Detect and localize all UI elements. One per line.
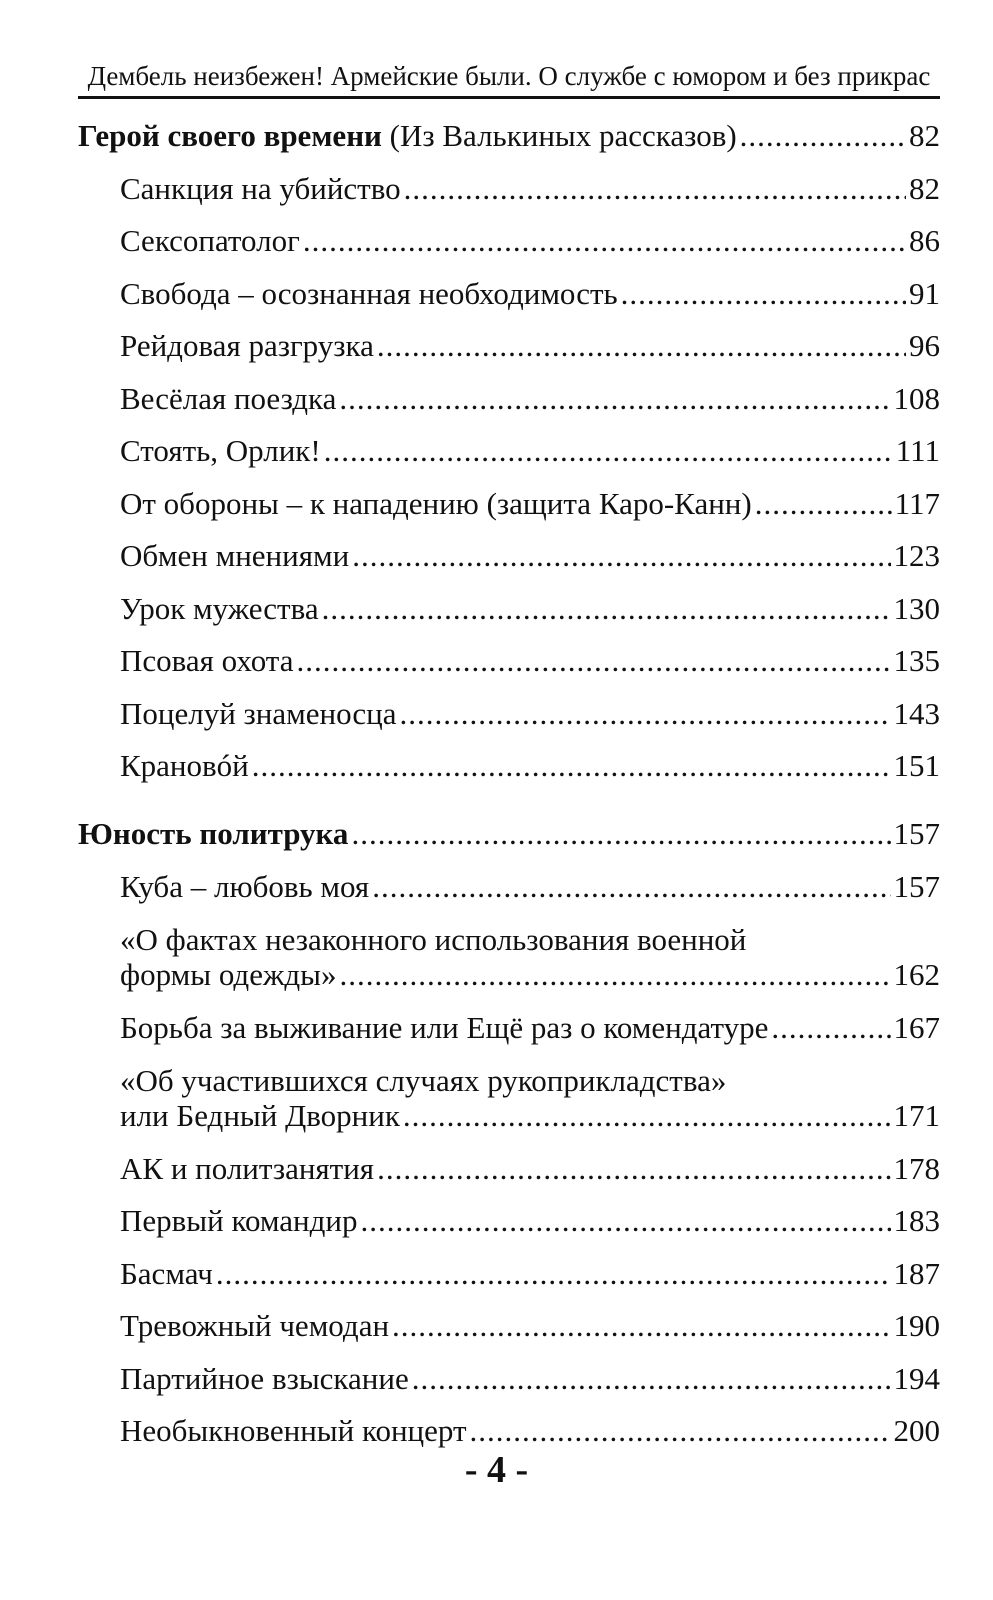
section-title-rest: (Из Валькиных рассказов): [381, 118, 737, 153]
toc-section-heading[interactable]: [78, 816, 940, 852]
toc-entry[interactable]: [120, 1256, 940, 1292]
entry-title: Урок мужества: [120, 591, 319, 626]
section-title-bold: Юность политрука: [78, 816, 349, 851]
toc-entry[interactable]: [120, 1010, 940, 1046]
dot-leader: [324, 433, 893, 469]
entry-title: Рейдовая разгрузка: [120, 328, 374, 363]
entry-title: Обмен мнениями: [120, 538, 350, 573]
dot-leader: [755, 486, 892, 522]
dot-leader: [403, 1098, 891, 1134]
page-number: 86: [909, 223, 940, 258]
entry-title: АК и политзанятия: [120, 1151, 375, 1186]
entry-title: Стоять, Орлик!: [120, 433, 321, 468]
entry-title: Поцелуй знаменосца: [120, 696, 397, 731]
toc-entry[interactable]: [120, 223, 940, 259]
dot-leader: [296, 643, 890, 679]
entry-title: Первый командир: [120, 1203, 358, 1238]
dot-leader: [216, 1256, 891, 1292]
page-number: 135: [893, 643, 940, 678]
page-number: 108: [893, 381, 940, 416]
toc-entry[interactable]: [120, 591, 940, 627]
entry-title: Басмач: [120, 1256, 213, 1291]
entry-title: Партийное взыскание: [120, 1361, 409, 1396]
page-number: 111: [895, 433, 940, 468]
toc-entry[interactable]: [120, 171, 940, 207]
dot-leader: [470, 1413, 891, 1449]
toc-entry[interactable]: [120, 869, 940, 905]
toc-entry[interactable]: [120, 276, 940, 312]
entry-title-first-line: «О фактах незаконного использования военной: [120, 922, 747, 957]
toc-entry[interactable]: [120, 696, 940, 732]
page-number: 187: [893, 1256, 940, 1291]
section-title-bold: Герой своего времени: [78, 118, 382, 153]
page-number: 82: [909, 118, 940, 153]
entry-title: Свобода – осознанная необходимость: [120, 276, 618, 311]
entry-title-first-line: «Об участившихся случаях рукоприкладства»: [120, 1063, 727, 1098]
entry-title: Необыкновенный концерт: [120, 1413, 467, 1448]
dot-leader: [351, 816, 890, 852]
page-number: 151: [893, 748, 940, 783]
toc-section-heading[interactable]: [78, 118, 940, 154]
toc-entry[interactable]: [120, 957, 940, 993]
entry-title: Псовая охота: [120, 643, 294, 678]
page-number: 167: [893, 1010, 940, 1045]
dot-leader: [339, 381, 890, 417]
dot-leader: [372, 869, 890, 905]
dot-leader: [339, 957, 890, 993]
dot-leader: [412, 1361, 891, 1397]
toc-entry[interactable]: [120, 381, 940, 417]
toc-entry[interactable]: [120, 748, 940, 784]
toc-entry[interactable]: [120, 538, 940, 574]
dot-leader: [303, 223, 906, 259]
entry-title: Сексопатолог: [120, 223, 300, 258]
page-folio: - 4 -: [464, 1449, 529, 1491]
toc-entry[interactable]: [120, 1308, 940, 1344]
page-number: 157: [893, 816, 940, 851]
page-number: 178: [893, 1151, 940, 1186]
page-number: 96: [909, 328, 940, 363]
toc-entry[interactable]: [120, 1361, 940, 1397]
toc-entry[interactable]: [120, 643, 940, 679]
toc-entry[interactable]: [120, 1098, 940, 1134]
dot-leader: [352, 538, 890, 574]
dot-leader: [392, 1308, 890, 1344]
dot-leader: [377, 1151, 890, 1187]
entry-title: формы одежды»: [120, 957, 337, 992]
page-number: 82: [909, 171, 940, 206]
toc-entry[interactable]: [120, 1151, 940, 1187]
entry-title: Весёлая поездка: [120, 381, 337, 416]
dot-leader: [404, 171, 906, 207]
header-rule: [78, 96, 940, 99]
entry-title: Санкция на убийство: [120, 171, 401, 206]
dot-leader: [740, 118, 906, 154]
dot-leader: [621, 276, 906, 312]
toc-entry[interactable]: [120, 328, 940, 364]
running-header: Дембель неизбежен! Армейские были. О службе с юмором и без прикрас: [87, 61, 931, 91]
entry-title: Борьба за выживание или Ещё раз о комендатуре: [120, 1010, 769, 1045]
toc-entry[interactable]: [120, 433, 940, 469]
entry-title: Тревожный чемодан: [120, 1308, 390, 1343]
dot-leader: [771, 1010, 890, 1046]
entry-title: От обороны – к нападению (защита Каро-Канн): [120, 486, 752, 521]
page-number: 157: [893, 869, 940, 904]
page-number: 171: [893, 1098, 940, 1133]
page-number: 194: [893, 1361, 940, 1396]
dot-leader: [252, 748, 891, 784]
page-number: 117: [894, 486, 940, 521]
page-number: 190: [893, 1308, 940, 1343]
toc-entry[interactable]: [120, 1413, 940, 1449]
page-number: 200: [893, 1413, 940, 1448]
dot-leader: [400, 696, 891, 732]
entry-title: Крановóй: [120, 748, 249, 783]
entry-title: Куба – любовь моя: [120, 869, 370, 904]
entry-title: или Бедный Дворник: [120, 1098, 400, 1133]
page-number: 123: [893, 538, 940, 573]
dot-leader: [360, 1203, 890, 1239]
page-number: 183: [893, 1203, 940, 1238]
page-number: 162: [893, 957, 940, 992]
page-number: 130: [893, 591, 940, 626]
page-number: 143: [893, 696, 940, 731]
dot-leader: [322, 591, 891, 627]
toc-entry[interactable]: [120, 1203, 940, 1239]
dot-leader: [377, 328, 906, 364]
toc-entry[interactable]: [120, 486, 940, 522]
page-number: 91: [909, 276, 940, 311]
